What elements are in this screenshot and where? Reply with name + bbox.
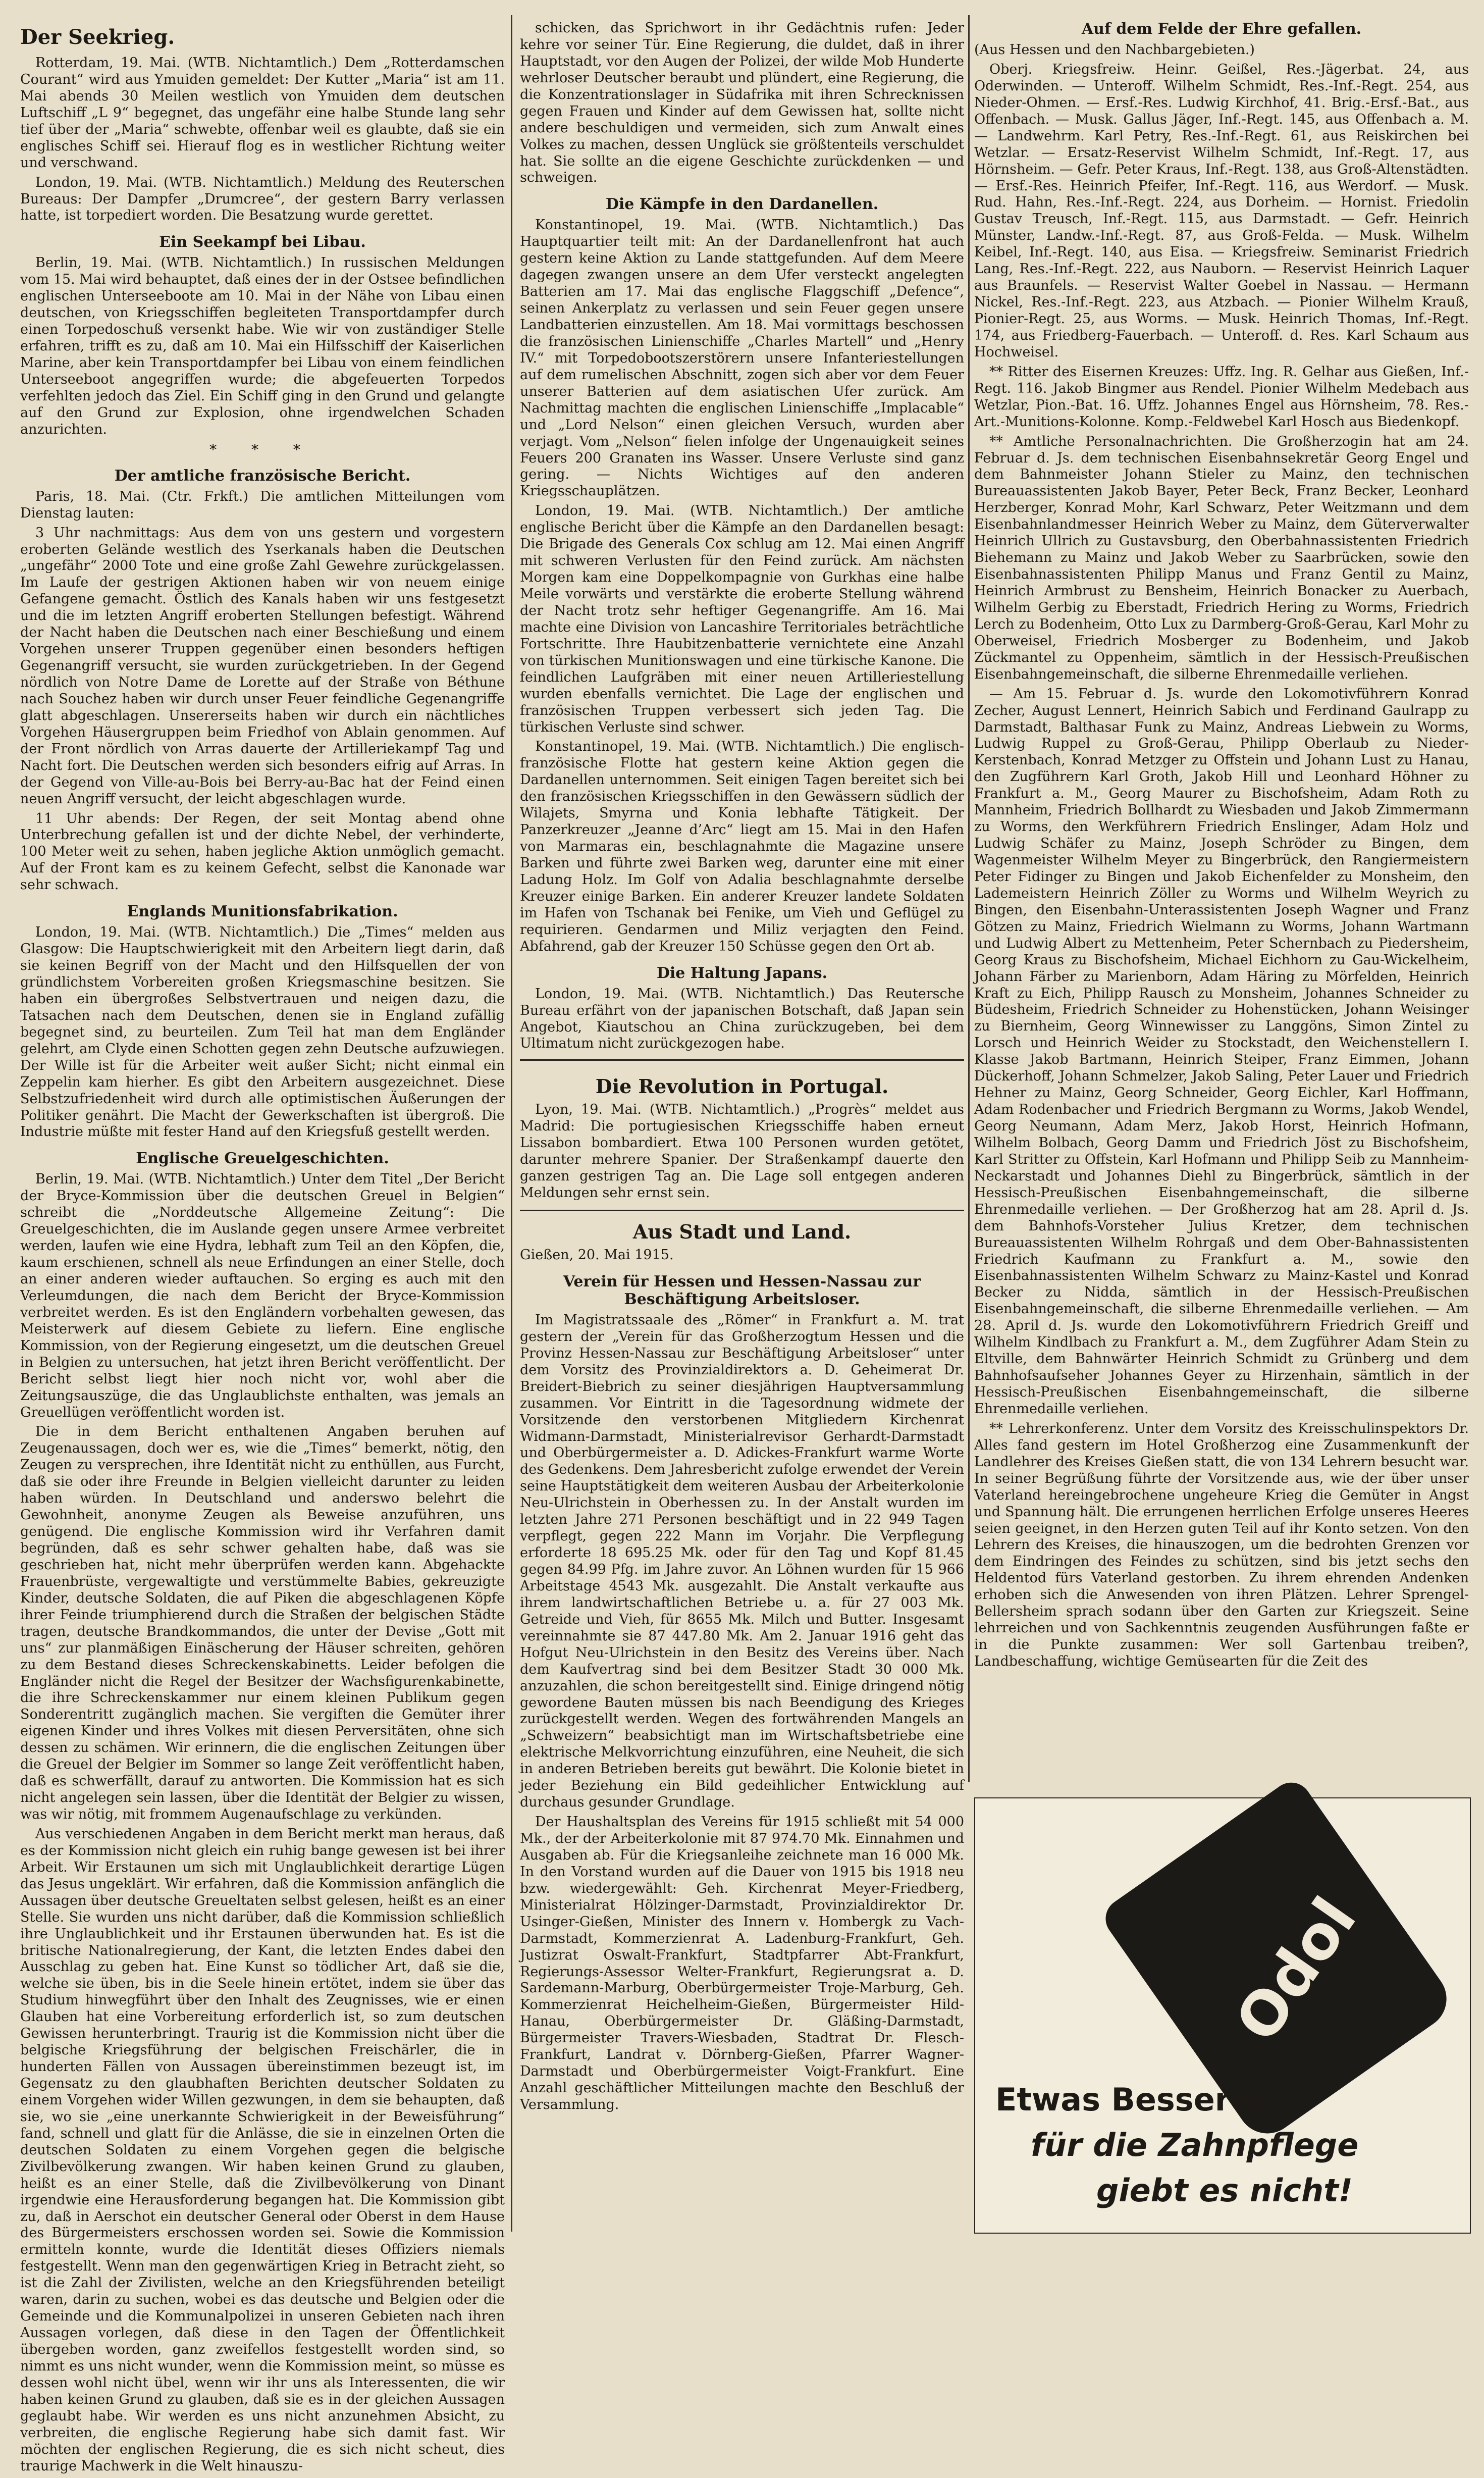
article-paragraph: Oberj. Kriegsfreiw. Heinr. Geißel, Res.-Jägerbat. 24, aus Oderwinden. — Unteroff. Wilhelm Schmidt, Res.-Inf.-Regt. 254, aus Nieder-Ohmen. — Ersf.-Res. Ludwig Kirchhof, 41. Brig.-Ersf.-Bat., aus Offenbach. — Musk. Gallus Jäger, Inf.-Regt. 145, aus Offenbach a. M. — Landwehrm. Karl Petry, Res.-Inf.-Regt. 61, aus Reiskirchen bei Wetzlar. — Ersatz-Reservist Wilhelm Schmidt, Inf.-Regt. 17, aus Hörnsheim. — Gefr. Peter Kraus, Inf.-Regt. 138, aus Groß-Altenstädten. — Ersf.-Res. Heinrich Pfeifer, Inf.-Regt. 116, aus Werdorf. — Musk. Rud. Hahn, Res.-Inf.-Regt. 224, aus Dorheim. — Hornist. Friedolin Gustav Treusch, Inf.-Regt. 115, aus Darmstadt. — Gefr. Heinrich Münster, Landw.-Inf.-Regt. 87, aus Groß-Felda. — Musk. Wilhelm Keibel, Inf.-Regt. 140, aus Eisa. — Kriegsfreiw. Seminarist Friedrich Lang, Res.-Inf.-Regt. 222, aus Nauborn. — Reservist Heinrich Laquer aus Braunfels. — Reservist Walter Goebel in Nassau. — Hermann Nickel, Res.-Inf.-Regt. 223, aus Atzbach. — Pionier Wilhelm Krauß, Pionier-Regt. 25, aus Worms. — Musk. Heinrich Thomas, Inf.-Regt. 174, aus Friedberg-Fauerbach. — Unteroff. d. Res. Karl Schaum aus Hochweisel. xyxy=(974,61,1469,360)
article-paragraph: 11 Uhr abends: Der Regen, der seit Montag abend ohne Unterbrechung gefallen ist und der dichte Nebel, der verhinderte, 100 Meter weit zu sehen, haben jegliche Aktion unmöglich gemacht. Auf der Front kam es zu keinem Gefecht, selbst die Kanonade war sehr schwach. xyxy=(20,810,505,893)
column-1 xyxy=(20,20,505,2478)
article-paragraph: ** Lehrerkonferenz. Unter dem Vorsitz des Kreisschulinspektors Dr. Alles fand gestern im Hotel Großherzog eine Zusammenkunft der Landlehrer des Kreises Gießen statt, die von 134 Lehrern besucht war. In seiner Begrüßung führte der Vorsitzende aus, wie der über unser Vaterland hereingebrochene ungeheure Krieg die Gemüter in Angst und Spannung hält. Die errungenen herrlichen Erfolge unseres Heeres seien geeignet, in den Herzen guten Teil auf ihr Konto setzen. Von den Lehrern des Kreises, die hinauszogen, um die bedrohten Grenzen vor dem Eindringen des Feindes zu schützen, sind bis jetzt sechs den Heldentod fürs Vaterland gestorben. Zu ihrem ehrenden Andenken erhoben sich die Anwesenden von ihren Plätzen. Lehrer Sprengel-Bellersheim sprach sodann über den Garten zur Kriegszeit. Seine lehrreichen und von Sachkenntnis zeugenden Ausführungen faßte er in die Punkte zusammen: Wer soll Gartenbau treiben?, Landbeschaffung, wichtige Gemüsearten für die Zeit des xyxy=(974,1420,1469,1669)
article-paragraph: Berlin, 19. Mai. (WTB. Nichtamtlich.) Unter dem Titel „Der Bericht der Bryce-Kommission über die deutschen Greuel in Belgien“ schreibt die „Norddeutsche Allgemeine Zeitung“: Die Greuelgeschichten, die im Auslande gegen unsere Armee verbreitet werden, laufen wie eine Hydra, lebhaft zum Teil an den Köpfen, die, kaum erschienen, schnell als neue Erfindungen an einer Stelle, doch an einer anderen wieder auftauchen. So erging es auch mit den Verleumdungen, die nach dem Bericht der Bryce-Kommission verbreitet werden. Es ist den Engländern vorbehalten gewesen, das Meisterwerk auf diesem Gebiete zu liefern. Eine englische Kommission, von der Regierung eingesetzt, um die deutschen Greuel in Belgien zu untersuchen, hat jetzt ihren Bericht veröffentlicht. Der Bericht selbst liegt hier noch nicht vor, wohl aber die Zeitungsauszüge, die das Unglaublichste enthalten, was jemals an Greuellügen veröffentlicht worden ist. xyxy=(20,1171,505,1420)
article-paragraph: ** Ritter des Eisernen Kreuzes: Uffz. Ing. R. Gelhar aus Gießen, Inf.-Regt. 116. Jakob Bingmer aus Rendel. Pionier Wilhelm Medebach aus Wetzlar, Pion.-Bat. 16. Uffz. Johannes Engel aus Hörnsheim, 78. Res.-Art.-Munitions-Kolonne. Komp.-Feldwebel Karl Hosch aus Biedenkopf. xyxy=(974,364,1469,430)
article-paragraph: Der Haushaltsplan des Vereins für 1915 schließt mit 54 000 Mk., der der Arbeiterkolonie mit 87 974.70 Mk. Einnahmen und Ausgaben ab. Für die Kriegsanleihe zeichnete man 16 000 Mk. In den Vorstand wurden auf die Dauer von 1915 bis 1918 neu bzw. wiedergewählt: Geh. Kirchenrat Meyer-Friedberg, Ministerialrat Hölzinger-Darmstadt, Provinzialdirektor Dr. Usinger-Gießen, Minister des Innern v. Hombergk zu Vach-Darmstadt, Kommerzienrat A. Ladenburg-Frankfurt, Geh. Justizrat Oswalt-Frankfurt, Stadtpfarrer Abt-Frankfurt, Regierungs-Assessor Welter-Frankfurt, Regierungsrat a. D. Sardemann-Marburg, Oberbürgermeister Troje-Marburg, Geh. Kommerzienrat Heichelheim-Gießen, Bürgermeister Hild-Hanau, Oberbürgermeister Dr. Gläßing-Darmstadt, Bürgermeister Travers-Wiesbaden, Stadtrat Dr. Flesch-Frankfurt, Landrat v. Dörnberg-Gießen, Pfarrer Wagner-Darmstadt und Oberbürgermeister Voigt-Frankfurt. Eine Anzahl geschäftlicher Mitteilungen machte den Beschluß der Versammlung. xyxy=(520,1814,964,2112)
column-3 xyxy=(974,20,1469,1673)
article-heading: Verein für Hessen und Hessen-Nassau zur Beschäftigung Arbeitsloser. xyxy=(563,1272,921,1308)
odol-logo: Odol xyxy=(1222,1885,1370,2054)
dateline: Gießen, 20. Mai 1915. xyxy=(520,1247,674,1263)
article-heading: Der amtliche französische Bericht. xyxy=(114,467,411,485)
odol-advertisement xyxy=(974,1797,1471,2234)
column-2 xyxy=(520,20,964,2116)
article-paragraph: Lyon, 19. Mai. (WTB. Nichtamtlich.) „Progrès“ meldet aus Madrid: Die portugiesischen Kriegsschiffe haben erneut Lissabon bombardiert. Etwa 100 Personen wurden getötet, darunter mehrere Spanier. Der Straßenkampf dauerte den ganzen gestrigen Tag an. Die Lage soll entgegen anderen Meldungen sehr ernst sein. xyxy=(520,1102,964,1201)
article-paragraph: — Am 15. Februar d. Js. wurde den Lokomotivführern Konrad Zecher, August Lennert, Heinrich Sabich und Ferdinand Gaulrapp zu Darmstadt, Balthasar Funk zu Mainz, Andreas Liebwein zu Worms, Ludwig Ruppel zu Groß-Gerau, Philipp Oberlaub zu Nieder-Kerstenbach, Konrad Metzger zu Offstein und Johann Lust zu Hanau, den Zugführern Karl Groth, Jakob Hill und Leonhard Höhner zu Frankfurt a. M., Georg Maurer zu Bischofsheim, Adam Roth zu Mannheim, Friedrich Bollhardt zu Wiesbaden und Jakob Zimmermann zu Worms, den Werkführern Friedrich Enslinger, Adam Holz und Ludwig Schäfer zu Mainz, Joseph Schröder zu Bingen, dem Wagenmeister Wilhelm Meyer zu Bingerbrück, den Rangiermeistern Peter Fidinger zu Bingen und Jakob Eichenfelder zu Monsheim, den Lademeistern Heinrich Zöller zu Worms und Wilhelm Weyrich zu Bingen, den Eisenbahn-Unterassistenten Joseph Wagner und Franz Götzen zu Mainz, Friedrich Wielmann zu Worms, Johann Wartmann und Ludwig Albert zu Mettenheim, Peter Schernbach zu Piedersheim, Georg Kraus zu Bischofsheim, Michael Eichhorn zu Gau-Wickelheim, Johann Färber zu Marienborn, Adam Häring zu Mörfelden, Heinrich Kraft zu Eich, Philipp Rausch zu Monsheim, Johannes Schneider zu Büdesheim, Friedrich Schneider zu Hohenstücken, Johann Weisinger zu Biernheim, Georg Winnewisser zu Langgöns, Simon Zintel zu Lorsch und Heinrich Weider zu Stockstadt, den Weichenstellern I. Klasse Jakob Bartmann, Heinrich Steiper, Franz Eimmen, Johann Dückerhoff, Johann Schmelzer, Jakob Saling, Peter Lauer und Friedrich Hehner zu Mainz, Georg Schneider, Georg Eichler, Karl Hoffmann, Adam Rodenbacher und Friedrich Bergmann zu Worms, Jakob Wendel, Georg Neumann, Adam Merz, Jakob Horst, Heinrich Hofmann, Wilhelm Bolbach, Georg Damm und Friedrich Jöst zu Bischofsheim, Karl Stritter zu Offstein, Karl Hofmann und Philipp Seib zu Mannheim-Neckarstadt und Johannes Diehl zu Bingerbrück, sämtlich in der Hessisch-Preußischen Eisenbahngemeinschaft, die silberne Ehrenmedaille verliehen. — Der Großherzog hat am 28. April d. Js. dem Bahnhofs-Vorsteher Julius Kretzer, dem technischen Bureauassistenten Wilhelm Rohrgaß und dem Ober-Bahnassistenten Friedrich Kaufmann zu Frankfurt a. M., sowie den Eisenbahnassistenten Wilhelm Schwarz zu Mainz-Kastel und Konrad Becker zu Nidda, sämtlich in der Hessisch-Preußischen Eisenbahngemeinschaft, die silberne Ehrenmedaille verliehen. — Am 28. April d. Js. wurde den Lokomotivführern Friedrich Greiff und Wilhelm Kindlbach zu Frankfurt a. M., dem Zugführer Adam Stein zu Eltville, dem Bahnwärter Heinrich Schmidt zu Grünberg und dem Bahnhofsaufseher Johannes Geyer zu Hirzenhain, sämtlich in der Hessisch-Preußischen Eisenbahngemeinschaft, die silberne Ehrenmedaille verliehen. xyxy=(974,686,1469,1417)
article-paragraph: London, 19. Mai. (WTB. Nichtamtlich.) Das Reutersche Bureau erfährt von der japanischen Botschaft, daß Japan sein Angebot, Kiautschou an China zurückzugeben, bei dem Ultimatum nicht zurückgezogen habe. xyxy=(520,986,964,1052)
article-heading: Englische Greuelgeschichten. xyxy=(136,1150,389,1168)
article-paragraph: London, 19. Mai. (WTB. Nichtamtlich.) Die „Times“ melden aus Glasgow: Die Hauptschwierigkeit mit den Arbeitern liegt darin, daß sie keinen Begriff von der Macht und den Hilfsquellen der von gründlichstem Vorbereiten großen Kriegsmaschine besitzen. Sie haben ein übergroßes Selbstvertrauen und neigen dazu, die Tatsachen nach dem Deutschen, denen sie in England zufällig begegnet sind, zu beurteilen. Zum Teil hat man dem Engländer gelehrt, am Clyde einen Schotten gegen zehn Deutsche aufzuwiegen. Der Wille ist für die Arbeiter weit außer Sicht; nicht einmal ein Zeppelin kam hierher. Es gibt den Arbeitern ausgezeichnet. Diese Selbstzufriedenheit wird durch alle optimistischen Äußerungen der Politiker genährt. Die Macht der Gewerkschaften ist übergroß. Die Industrie müßte mit fester Hand auf den Kriegsfuß gestellt werden. xyxy=(20,924,505,1140)
article-paragraph: Konstantinopel, 19. Mai. (WTB. Nichtamtlich.) Die englisch-französische Flotte hat gestern keine Aktion gegen die Dardanellen unternommen. Seit einigen Tagen bereitet sich bei den französischen Kriegsschiffen in den Gewässern südlich der Wilajets, Smyrna und Konia lebhafte Tätigkeit. Der Panzerkreuzer „Jeanne d’Arc“ liegt am 15. Mai in den Hafen von Marmaras ein, beschlagnahmte die Magazine unsere Barken und führte zwei Barken weg, darunter eine mit einer Ladung Holz. Im Golf von Adalia beschlagnahmte derselbe Kreuzer einige Barken. Ein anderer Kreuzer landete Soldaten im Hafen von Tschanak bei Fenike, um Vieh und Geflügel zu requirieren. Gendarmen und Miliz verjagten den Feind. Abfahrend, gab der Kreuzer 150 Schüsse gegen den Ort ab. xyxy=(520,739,964,954)
article-paragraph: 3 Uhr nachmittags: Aus dem von uns gestern und vorgestern eroberten Gelände westlich des Yserkanals haben die Deutschen „ungefähr“ 2000 Tote und eine große Zahl Gewehre zurückgelassen. Im Laufe der gestrigen Aktionen haben wir von neuem einige Gefangene gemacht. Östlich des Kanals haben wir uns festgesetzt und die im letzten Angriff eroberten Stellungen befestigt. Während der Nacht haben die Deutschen nach einer Beschießung und einem Vorgehen unserer Truppen gegenüber einen besonders heftigen Gegenangriff versucht, sie wurden zurückgetrieben. In der Gegend nördlich von Notre Dame de Lorette auf der Straße von Béthune nach Souchez haben wir durch unser Feuer feindliche Gegenangriffe glatt abgeschlagen. Unsererseits haben wir durch ein nächtliches Vorgehen Häusergruppen beim Friedhof von Ablain genommen. Auf der Front nördlich von Arras dauerte der Artilleriekampf Tag und Nacht fort. Die Deutschen werden sich besonders eifrig auf Arras. In der Gegend von Ville-au-Bois bei Berry-au-Bac hat der Feind einen neuen Angriff versucht, der leicht abgeschlagen wurde. xyxy=(20,525,505,807)
article-paragraph: Im Magistratssaale des „Römer“ in Frankfurt a. M. trat gestern der „Verein für das Großherzogtum Hessen und die Provinz Hessen-Nassau zur Beschäftigung Arbeitsloser“ unter dem Vorsitz des Provinzialdirektors a. D. Geheimerat Dr. Breidert-Biebrich zu seiner diesjährigen Hauptversammlung zusammen. Vor Eintritt in die Tagesordnung widmete der Vorsitzende den verstorbenen Mitgliedern Kirchenrat Widmann-Darmstadt, Ministerialrevisor Gerhardt-Darmstadt und Oberbürgermeister a. D. Adickes-Frankfurt warme Worte des Gedenkens. Dem Jahresbericht zufolge erwendet der Verein seine Hauptstätigkeit dem weiteren Ausbau der Arbeiterkolonie Neu-Ulrichstein in Oberhessen zu. In der Anstalt wurden im letzten Jahre 271 Personen beschäftigt und in 22 949 Tagen verpflegt, gegen 222 Mann im Vorjahr. Die Verpflegung erforderte 18 695.25 Mk. oder für den Tag und Kopf 81.45 gegen 84.99 Pfg. im Jahre zuvor. An Löhnen wurden für 15 966 Arbeitstage 4543 Mk. ausgezahlt. Die Anstalt verkaufte aus ihrem landwirtschaftlichen Betriebe u. a. für 27 003 Mk. Getreide und Vieh, für 8655 Mk. Milch und Butter. Insgesamt vereinnahmte sie 87 447.80 Mk. Am 2. Januar 1916 geht das Hofgut Neu-Ulrichstein in den Besitz des Vereins über. Nach dem Kaufvertrag sind bei dem Besitzer Stadt 30 000 Mk. anzuzahlen, die schon bereitgestellt sind. Einige dringend nötig gewordene Bauten müssen bis nach Beendigung des Krieges zurückgestellt werden. Wegen des fortwährenden Mangels an „Schweizern“ beabsichtigt man im Wirtschaftsbetriebe eine elektrische Melkvorrichtung einzuführen, eine Neuheit, die sich in anderen Betrieben bereits gut bewährt. Die Kolonie bietet in jeder Beziehung ein Bild gedeihlicher Entwicklung auf durchaus gesunder Grundlage. xyxy=(520,1312,964,1811)
column-rule xyxy=(968,15,970,1782)
article-paragraph: London, 19. Mai. (WTB. Nichtamtlich.) Der amtliche englische Bericht über die Kämpfe an den Dardanellen besagt: Die Brigade des Generals Cox schlug am 12. Mai einen Angriff mit schweren Verlusten für den Feind zurück. Am nächsten Morgen kam eine Doppelkompagnie von Gurkhas eine halbe Meile vorwärts und verstärkte die eroberte Stellung während der Nacht trotz sehr heftiger Gegenangriffe. Am 16. Mai machte eine Division von Lancashire Territoriales beträchtliche Fortschritte. Ihre Haubitzenbatterie vernichtete eine Anzahl von türkischen Munitionswagen und eine türkische Kanone. Die feindlichen Laufgräben mit einer neuen Artilleriestellung wurden ebenfalls vernichtet. Die Lage der englischen und französischen Truppen verbessert sich jeden Tag. Die türkischen Verluste sind schwer. xyxy=(520,503,964,735)
separator-stars: * * * xyxy=(209,441,315,458)
article-heading: Englands Munitionsfabrikation. xyxy=(127,903,398,921)
article-paragraph: Paris, 18. Mai. (Ctr. Frkft.) Die amtlichen Mitteilungen vom Dienstag lauten: xyxy=(20,488,505,521)
article-paragraph: ** Amtliche Personalnachrichten. Die Großherzogin hat am 24. Februar d. Js. dem technischen Eisenbahnsekretär Georg Engel und dem Bahnmeister Johann Stieler zu Mainz, den technischen Bureauassistenten Jakob Bayer, Peter Beck, Franz Becker, Leonhard Herzberger, Konrad Mohr, Karl Schwarz, Peter Weitzmann und dem Eisenbahnlandmesser Heinrich Weber zu Mainz, dem Güterverwalter Heinrich Ullrich zu Gustavsburg, den Oberbahnassistenten Friedrich Biehemann zu Mainz und Jakob Weber zu Saarbrücken, sowie den Eisenbahnassistenten Philipp Manus und Franz Gentil zu Mainz, Heinrich Armbrust zu Bensheim, Heinrich Bonacker zu Auerbach, Wilhelm Gerbig zu Eberstadt, Friedrich Hering zu Worms, Friedrich Lerch zu Bodenheim, Otto Lux zu Darmberg-Groß-Gerau, Karl Mohr zu Oberweisel, Friedrich Mosberger zu Bodenheim, und Jakob Zückmantel zu Oppenheim, sämtlich in der Hessisch-Preußischen Eisenbahngemeinschaft, die silberne Ehrenmedaille verliehen. xyxy=(974,433,1469,682)
ad-slogan-line: giebt es nicht! xyxy=(1096,2172,1353,2209)
article-paragraph: Rotterdam, 19. Mai. (WTB. Nichtamtlich.) Dem „Rotterdamschen Courant“ wird aus Ymuiden gemeldet: Der Kutter „Maria“ ist am 11. Mai abends 30 Meilen westlich von Ymuiden dem deutschen Luftschiff „L 9“ begegnet, das ungefähr eine halbe Stunde lang sehr tief über der „Maria“ schwebte, offenbar weil es glaubte, daß sie ein englisches Schiff sei. Hierauf flog es in westlicher Richtung weiter und verschwand. xyxy=(20,55,505,171)
article-paragraph: Aus verschiedenen Angaben in dem Bericht merkt man heraus, daß es der Kommission nicht gleich ein ruhig bange gewesen ist bei ihrer Arbeit. Wir Erstaunen um sich mit Unglaublichkeit derartige Lügen das Jesus ungeklärt. Wir erfahren, daß die Kommission anfänglich die Aussagen über deutsche Greueltaten selbst gelesen, heißt es an einer Stelle. Sie wurden uns nicht darüber, daß die Kommission schließlich ihre Unglaublichkeit und ihr Erstaunen überwunden hat. Es ist die britische Nationalregierung, der Kant, die letzten Endes dabei den Ausschlag zu geben hat. Eine Kunst so tödlicher Art, daß sie die, welche sie üben, bis in die Seele hinein ertötet, indem sie über das Studium hinwegführt über den Inhalt des Zeugnisses, wie er einen Glauben hat eine Vorbereitung erforderlich ist, so zum deutschen Gewissen herunterbringt. Traurig ist die Kommission nicht über die belgische Kriegsführung der belgischen Freischärler, die in hunderten Fällen von Aussagen übereinstimmen bezeugt ist, im Gegensatz zu den glaubhaften Berichten deutscher Soldaten zu einem Vorgehen wider Willen gezwungen, in dem sie behaupten, daß sie, wo sie „eine unerkannte Schwierigkeit in der Beweisführung“ fand, schnell und glatt für die Anlässe, die sie in einzelnen Orten die deutschen Soldaten zu einem Vorgehen gegen die belgische Zivilbevölkerung zwangen. Wir haben keinen Grund zu glauben, heißt es an einer Stelle, daß die Zivilbevölkerung von Dinant irgendwie eine Herausforderung begangen hat. Die Kommission gibt zu, daß in Aerschot ein deutscher General oder Oberst in dem Hause des Bürgermeisters erschossen worden sei. Sowie die Kommission ermitteln konnte, wurde die Identität dieses Offiziers niemals festgestellt. Wenn man den gegenwärtigen Krieg in Betracht zieht, so ist die Zahl der Zivilisten, welche an den Kriegsführenden beteiligt waren, darin zu suchen, wobei es das deutsche und Belgien oder die Gemeinde und die Kommunalpolizei in unseren Gebieten nach ihren Aussagen vorlegen, daß diese in den Tagen der Öffentlichkeit übergeben worden, ganz zweifellos festgestellt worden sind, so nimmt es uns nicht wunder, wenn die Kommission meint, so müsse es dessen wohl nicht übel, wenn wir ihr uns als Interessenten, die wir haben keinen Grund zu glauben, daß sie es in der gleichen Aussagen geglaubt habe. Wir werden es uns nicht anzunehmen Absicht, zu verbreiten, die englische Regierung habe sich damit fast. Wir möchten der englischen Regierung, die es sich nicht scheut, dies traurige Machwerk in die Welt hinauszu- xyxy=(20,1826,505,2474)
article-paragraph: schicken, das Sprichwort in ihr Gedächtnis rufen: Jeder kehre vor seiner Tür. Eine Regierung, die duldet, daß in ihrer Hauptstadt, vor den Augen der Polizei, der wilde Mob Hunderte wehrloser Deutscher beraubt und plündert, eine Regierung, die die Konzentrationslager in Südafrika mit ihren Schrecknissen gegen Frauen und Kinder auf dem Gewissen hat, sollte nicht andere beschuldigen und vermeiden, sich zum Anwalt eines Volkes zu machen, dessen Unglück sie größtenteils verschuldet hat. Sie sollte an die eigene Geschichte zurückdenken — und schweigen. xyxy=(520,20,964,186)
ad-slogan-line: für die Zahnpflege xyxy=(1031,2127,1359,2163)
article-subheading: (Aus Hessen und den Nachbargebieten.) xyxy=(974,42,1255,58)
article-heading: Die Haltung Japans. xyxy=(656,964,828,982)
article-paragraph: Die in dem Bericht enthaltenen Angaben beruhen auf Zeugenaussagen, doch wer es, wie die „Times“ bemerkt, nötig, den Zeugen zu versprechen, ihre Identität nicht zu enthüllen, aus Furcht, daß sie oder ihre Freunde in Belgien vielleicht darunter zu leiden haben würden. In Deutschland und anderswo belehrt die Gewohnheit, anonyme Zeugen als Beweise anzuführen, uns genügend. Die englische Kommission wird ihr Verfahren damit begründen, daß es sehr schwer gehalten habe, daß was sie geschrieben hat, nicht mehr überprüfen werden kann. Abgehackte Frauenbrüste, vergewaltigte und verstümmelte Babies, gekreuzigte Kinder, deutsche Soldaten, die auf Piken die abgeschlagenen Köpfe ihrer Feinde triumphierend durch die Straßen der belgischen Städte tragen, deutsche Brandkommandos, die unter der Devise „Gott mit uns“ zur planmäßigen Einäscherung der Häuser schreiten, gehören zu dem Bestand dieses Schreckenskabinetts. Leider befolgen die Engländer nicht die Regel der Besitzer der Wachsfigurenkabinette, die ihre Schreckenskammer nur einem kleinen Publikum gegen Sonderentritt zugänglich machen. Sie vergiften die Gemüter ihrer eigenen Kinder und ihres Volkes mit diesen Perversitäten, ohne sich dessen zu schämen. Wir erinnern, die die englischen Zeitungen über die Greuel der Belgier im Sommer so lange Zeit veröffentlicht haben, daß es schwerfällt, darauf zu antworten. Die Kommission hat es sich nicht angelegen sein lassen, über die Identität der Belgier zu wissen, was wir nötig, mit frommem Augenaufschlage zu verkünden. xyxy=(20,1424,505,1822)
article-heading: Die Kämpfe in den Dardanellen. xyxy=(605,195,879,214)
article-heading: Ein Seekampf bei Libau. xyxy=(159,233,366,251)
column-rule xyxy=(511,15,512,2232)
section-title-seekrieg: Der Seekrieg. xyxy=(20,25,175,49)
article-heading: Auf dem Felde der Ehre gefallen. xyxy=(1081,20,1362,38)
section-box xyxy=(520,1059,964,1211)
section-heading-stadt-land: Aus Stadt und Land. xyxy=(632,1220,852,1243)
article-paragraph: Konstantinopel, 19. Mai. (WTB. Nichtamtlich.) Das Hauptquartier teilt mit: An der Dardanellenfront hat auch gestern keine Aktion zu Lande stattgefunden. Auf dem Meere dagegen zwangen unsere an dem Ufer versteckt angelegten Batterien am 17. Mai das englische Flaggschiff „Defence“, seinen Ankerplatz zu verlassen und sein Feuer gegen unsere Landbatterien einzustellen. Am 18. Mai vormittags beschossen die französischen Linienschiffe „Charles Martell“ und „Henry IV.“ mit Torpedobootszerstörern unsere Infanteriestellungen auf dem rumelischen Abschnitt, zogen sich aber vor dem Feuer unserer Batterien auf dem asiatischen Ufer zurück. Am Nachmittag machten die englischen Linienschiffe „Implacable“ und „Lord Nelson“ einen gleichen Versuch, wurden aber verjagt. Vom „Nelson“ fielen infolge der Ungenauigkeit seines Feuers 200 Granaten ins Wasser. Unsere Verluste sind ganz gering. — Nichts Wichtiges auf den anderen Kriegsschauplätzen. xyxy=(520,217,964,499)
article-heading: Die Revolution in Portugal. xyxy=(595,1075,889,1098)
ad-slogan-line: Etwas Besseres xyxy=(995,2081,1270,2118)
article-paragraph: Berlin, 19. Mai. (WTB. Nichtamtlich.) In russischen Meldungen vom 15. Mai wird behauptet, daß eines der in der Ostsee befindlichen englischen Unterseeboote am 10. Mai in der Nähe von Libau einen deutschen, von Kriegsschiffen begleiteten Transportdampfer durch einen Torpedoschuß versenkt habe. Wie wir von zuständiger Stelle erfahren, trifft es zu, daß am 10. Mai ein Hilfsschiff der Kaiserlichen Marine, aber kein Transportdampfer bei Libau von einem feindlichen Unterseeboot angegriffen wurde; die abgefeuerten Torpedos verfehlten jedoch das Ziel. Ein Schiff ging in den Grund und gelangte auf den Grund zur Explosion, ohne irgendwelchen Schaden anzurichten. xyxy=(20,255,505,437)
article-paragraph: London, 19. Mai. (WTB. Nichtamtlich.) Meldung des Reuterschen Bureaus: Der Dampfer „Drumcree“, der gestern Barry verlassen hatte, ist torpediert worden. Die Besatzung wurde gerettet. xyxy=(20,174,505,224)
